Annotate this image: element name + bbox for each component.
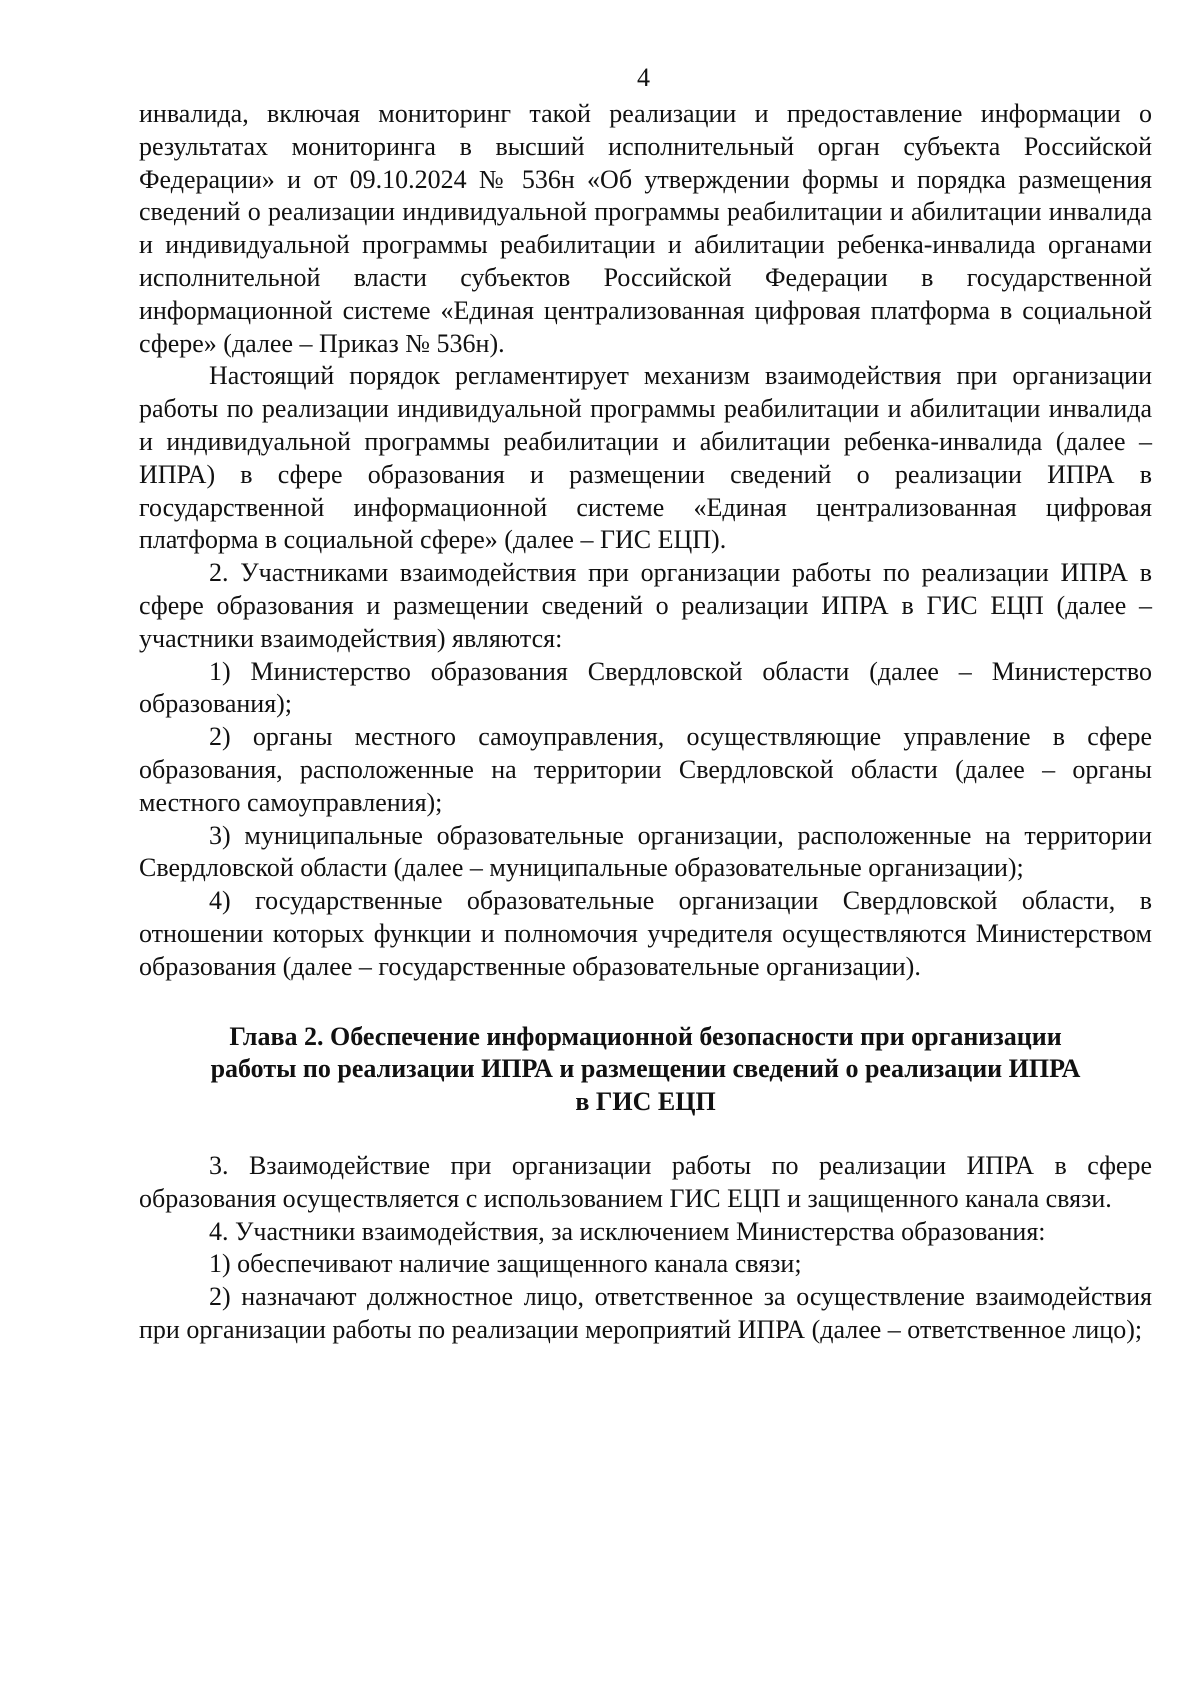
chapter-heading-line: в ГИС ЕЦП — [575, 1086, 716, 1116]
chapter-heading-line: Глава 2. Обеспечение информационной безопасности при организации — [229, 1021, 1062, 1051]
list-item: 2) органы местного самоуправления, осуществляющие управление в сфере образования, расположенные на территории Свердловской области (далее – органы местного самоуправления); — [139, 722, 1152, 817]
list-item: 1) обеспечивают наличие защищенного канала связи; — [209, 1249, 802, 1279]
paragraph: 3. Взаимодействие при организации работы по реализации ИПРА в сфере образования осуществляется с использованием ГИС ЕЦП и защищенного канала связи. — [139, 1151, 1152, 1213]
list-item: 2) назначают должностное лицо, ответственное за осуществление взаимодействия при организации работы по реализации мероприятий ИПРА (далее – ответственное лицо); — [139, 1282, 1152, 1344]
list-item: 4) государственные образовательные организации Свердловской области, в отношении которых функции и полномочия учредителя осуществляются Министерством образования (далее – государственные образовательные организации). — [139, 886, 1152, 981]
paragraph: инвалида, включая мониторинг такой реализации и предоставление информации о результатах мониторинга в высший исполнительный орган субъекта Российской Федерации» и от 09.10.2024 № 536н «Об утверждении формы и порядка размещения сведений о реализации индивидуальной программы реабилитации и абилитации инвалида и индивидуальной программы реабилитации и абилитации ребенка-инвалида органами исполнительной власти субъектов Российской Федерации в государственной информационной системе «Единая централизованная цифровая платформа в социальной сфере» (далее – Приказ № 536н). — [139, 99, 1152, 358]
paragraph: Настоящий порядок регламентирует механизм взаимодействия при организации работы по реализации индивидуальной программы реабилитации и абилитации инвалида и индивидуальной программы реабилитации и абилитации ребенка-инвалида (далее – ИПРА) в сфере образования и размещении сведений о реализации ИПРА в государственной информационной системе «Единая централизованная цифровая платформа в социальной сфере» (далее – ГИС ЕЦП). — [139, 361, 1152, 555]
document-body — [139, 98, 1152, 1347]
list-item: 3) муниципальные образовательные организации, расположенные на территории Свердловской области (далее – муниципальные образовательные организации); — [139, 820, 1152, 883]
section-bottom — [139, 1150, 1152, 1347]
paragraph: 4. Участники взаимодействия, за исключением Министерства образования: — [209, 1216, 1046, 1246]
section-top — [139, 98, 1152, 984]
page-number: 4 — [637, 63, 650, 92]
chapter-heading — [139, 1021, 1152, 1119]
list-item: 1) Министерство образования Свердловской области (далее – Министерство образования); — [139, 656, 1152, 719]
paragraph: 2. Участниками взаимодействия при организации работы по реализации ИПРА в сфере образования и размещении сведений о реализации ИПРА в ГИС ЕЦП (далее – участники взаимодействия) являются: — [139, 558, 1152, 653]
chapter-heading-line: работы по реализации ИПРА и размещении сведений о реализации ИПРА — [210, 1054, 1081, 1084]
